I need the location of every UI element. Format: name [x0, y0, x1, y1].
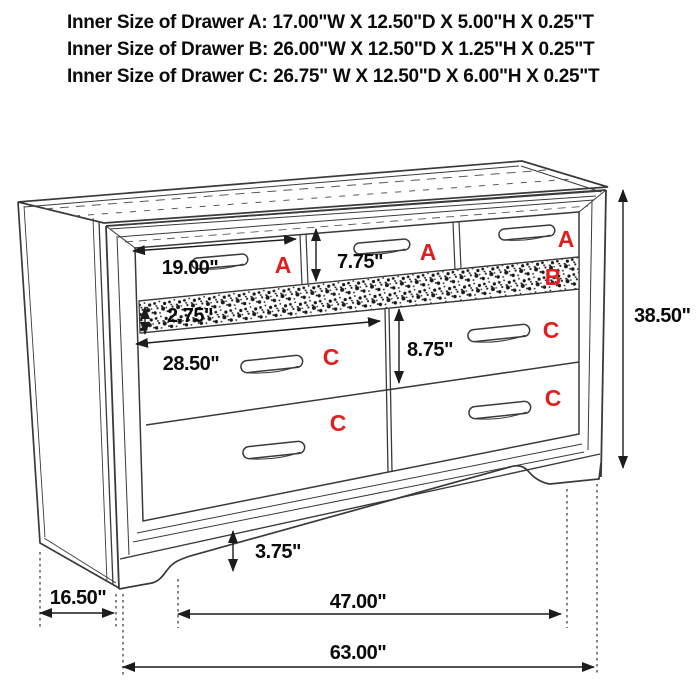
drawer-c-top-right-handle [467, 324, 530, 345]
band-b-label: B [544, 264, 562, 290]
drawer-c-top-left-handle [240, 355, 303, 376]
dim-base-height: 3.75" [255, 541, 301, 563]
dim-depth: 16.50" [49, 587, 107, 609]
dim-drawer-a-width: 19.00" [161, 257, 219, 279]
drawer-c-top-left-label: C [322, 344, 340, 370]
drawer-c-bottom-right-handle [468, 401, 531, 422]
cabinet-top [18, 161, 608, 229]
dim-drawer-c-height: 8.75" [407, 339, 453, 361]
drawer-a1-label: A [274, 252, 292, 278]
drawer-a3-label: A [557, 226, 575, 252]
dim-band-b-height: 2.75" [167, 305, 213, 327]
dim-feet-span-width: 47.00" [329, 591, 387, 613]
spec-line-drawer-c: Inner Size of Drawer C: 26.75" W X 12.50"D X 6.00"H X 0.25"T [67, 66, 600, 87]
dim-overall-width: 63.00" [329, 642, 387, 664]
base-and-feet [119, 444, 601, 589]
drawer-a2-label: A [419, 239, 437, 265]
drawer-c-top-right-label: C [542, 317, 560, 343]
drawer-a3-handle [498, 225, 555, 243]
drawer-c-bottom-left-label: C [329, 410, 347, 436]
extension-lines [40, 484, 597, 676]
drawer-c-bottom-left-handle [242, 441, 305, 462]
spec-line-drawer-a: Inner Size of Drawer A: 17.00"W X 12.50"D X 5.00"H X 0.25"T [67, 12, 594, 33]
dim-drawer-a-height: 7.75" [337, 251, 383, 273]
dim-drawer-c-width: 28.50" [162, 353, 220, 375]
drawer-c-bottom-right-label: C [544, 385, 562, 411]
dim-overall-height: 38.50" [634, 305, 691, 327]
side-panel [18, 202, 119, 588]
spec-line-drawer-b: Inner Size of Drawer B: 26.00"W X 12.50"D X 1.25"H X 0.25"T [67, 39, 595, 60]
